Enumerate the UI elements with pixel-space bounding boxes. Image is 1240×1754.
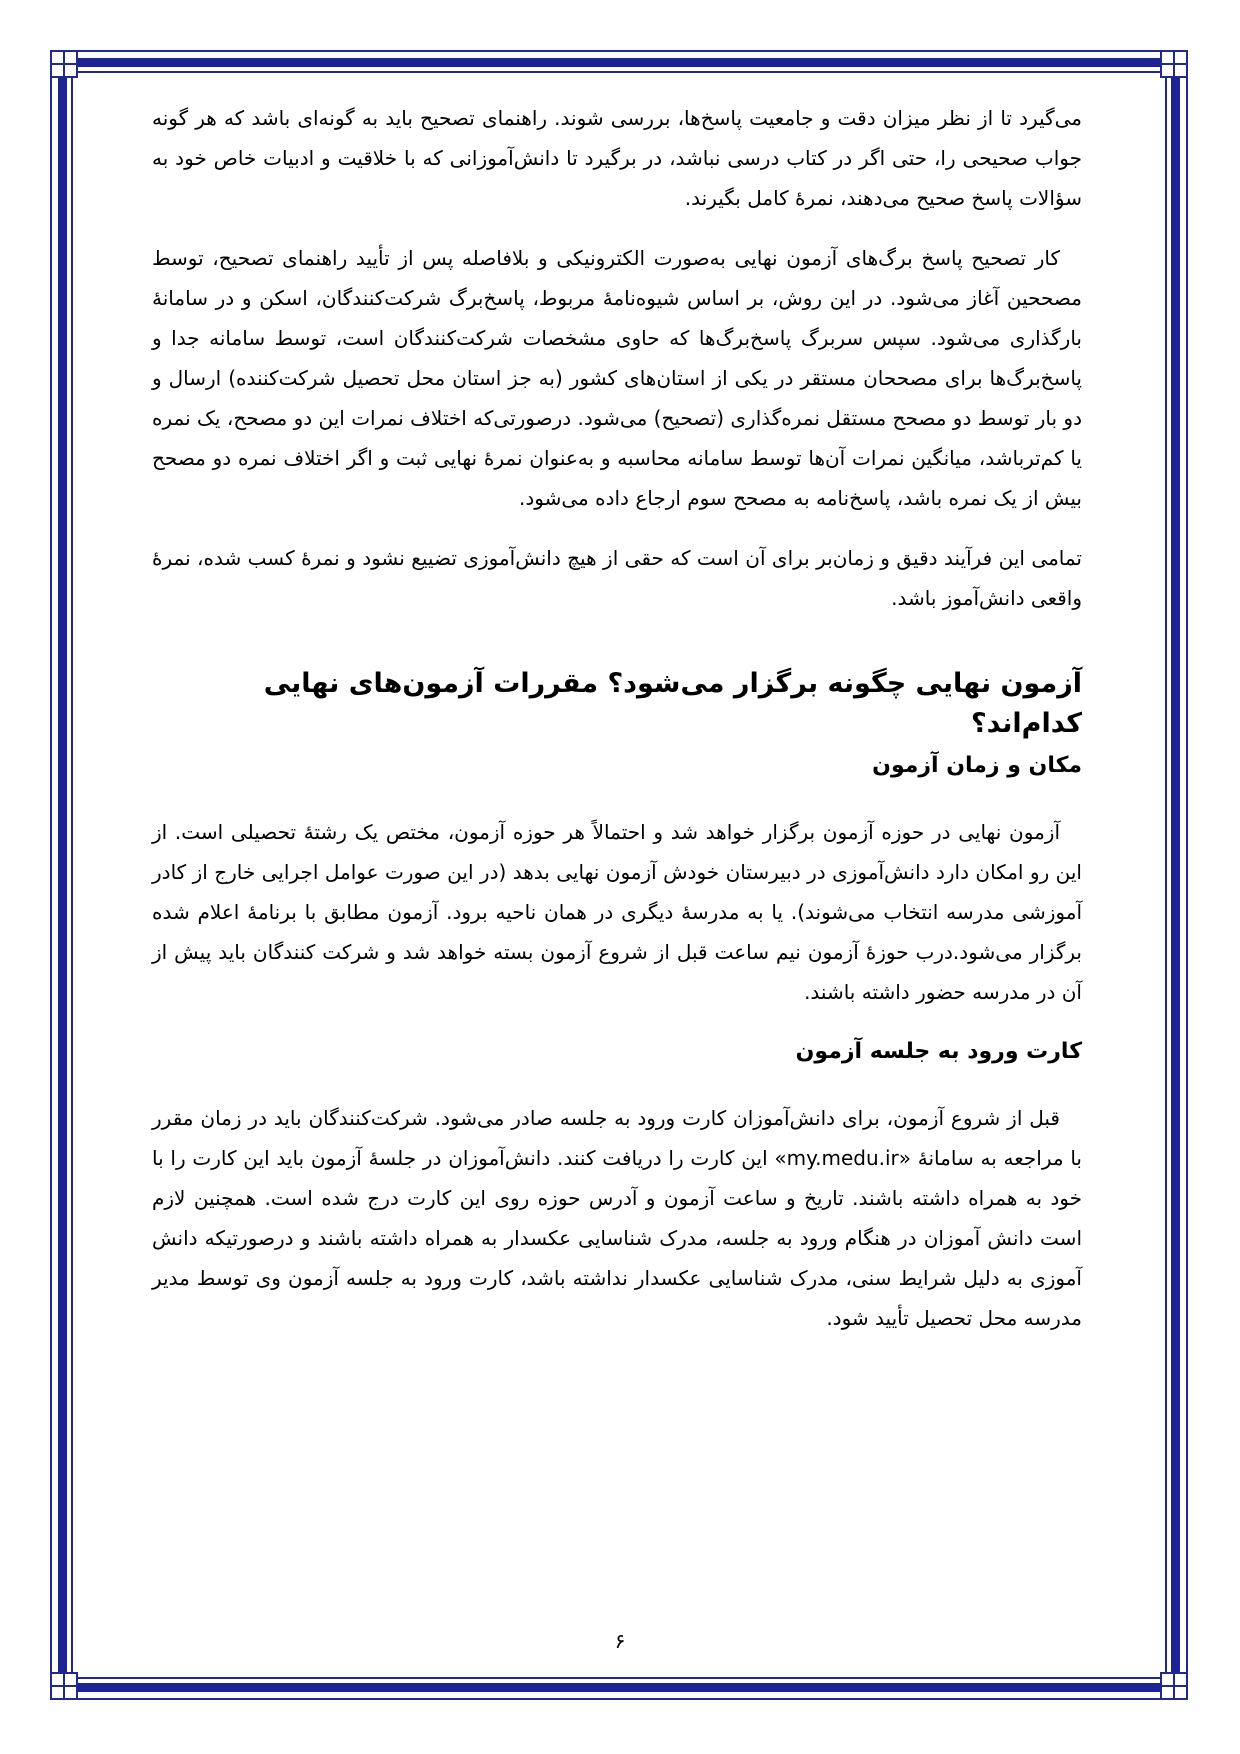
- paragraph-grading-guide: می‌گیرد تا از نظر میزان دقت و جامعیت پاسخ‌ها، بررسی شوند. راهنمای تصحیح باید به گونه‌ای باشد که هر گونه جواب صحیحی را، حتی اگر در کتاب درسی نباشد، در برگیرد تا دانش‌آموزانی که با خلاقیت و ادبیات خاص خود به سؤالات پاسخ صحیح می‌دهند، نمرهٔ کامل بگیرند.: [152, 106, 1082, 210]
- frame-corner-ornament: [1160, 1672, 1188, 1700]
- page-content: [152, 98, 1082, 1358]
- subheading-place-time: مکان و زمان آزمون: [872, 753, 1082, 778]
- section-heading-exam-rules: آزمون نهایی چگونه برگزار می‌شود؟ مقررات آزمون‌های نهایی کدام‌اند؟: [263, 668, 1082, 739]
- page-number: ۶: [614, 1629, 626, 1653]
- paragraph-entry-card: قبل از شروع آزمون، برای دانش‌آموزان کارت ورود به جلسه صادر می‌شود. شرکت‌کنندگان باید در زمان مقرر با مراجعه به سامانهٔ «my.medu.ir» این کارت را دریافت کنند. دانش‌آموزان در جلسهٔ آزمون باید این کارت را با خود به همراه داشته باشند. تاریخ و ساعت آزمون و آدرس حوزه روی این کارت درج شده است. همچنین لازم است دانش آموزان در هنگام ورود به جلسه، مدرک شناسایی عکسدار به همراه داشته باشند و درصورتیکه دانش آموزی به دلیل شرایط سنی، مدرک شناسایی عکسدار نداشته باشد، کارت ورود به جلسه آزمون وی توسط مدیر مدرسه محل تحصیل تأیید شود.: [152, 1106, 1082, 1330]
- paragraph-process-fairness: تمامی این فرآیند دقیق و زمان‌بر برای آن است که حقی از هیچ دانش‌آموزی تضییع نشود و نمرهٔ کسب شده، نمرهٔ واقعی دانش‌آموز باشد.: [152, 546, 1082, 610]
- frame-corner-ornament: [1160, 50, 1188, 78]
- frame-corner-ornament: [50, 50, 78, 78]
- frame-corner-ornament: [50, 1672, 78, 1700]
- paragraph-electronic-grading: کار تصحیح پاسخ برگ‌های آزمون نهایی به‌صورت الکترونیکی و بلافاصله پس از تأیید راهنمای تصحیح، توسط مصححین آغاز می‌شود. در این روش، بر اساس شیوه‌نامهٔ مربوط، پاسخ‌برگ شرکت‌کنندگان، اسکن و در سامانهٔ بارگذاری می‌شود. سپس سربرگ پاسخ‌برگ‌ها که حاوی مشخصات شرکت‌کنندگان است، توسط سامانه جدا و پاسخ‌برگ‌ها برای مصححان مستقر در یکی از استان‌های کشور (به جز استان محل تحصیل شرکت‌کننده) ارسال و دو بار توسط دو مصحح مستقل نمره‌گذاری (تصحیح) می‌شود. درصورتی‌که اختلاف نمرات این دو مصحح، یک نمره یا کم‌ترباشد، میانگین نمرات آن‌ها توسط سامانه محاسبه و به‌عنوان نمرهٔ نهایی ثبت و اگر اختلاف نمره دو مصحح بیش از یک نمره باشد، پاسخ‌نامه به مصحح سوم ارجاع داده می‌شود.: [152, 246, 1082, 510]
- paragraph-place-time: آزمون نهایی در حوزه آزمون برگزار خواهد شد و احتمالاً هر حوزه آزمون، مختص یک رشتهٔ تحصیلی است. از این رو امکان دارد دانش‌آموزی در دبیرستان خودش آزمون نهایی بدهد (در این صورت عوامل اجرایی خارج از کادر آموزشی مدرسه انتخاب می‌شوند). یا به مدرسهٔ دیگری در همان ناحیه برود. آزمون مطابق با برنامهٔ اعلام شده برگزار می‌شود.درب حوزهٔ آزمون نیم ساعت قبل از شروع آزمون بسته خواهد شد و شرکت کنندگان باید پیش از آن در مدرسه حضور داشته باشند.: [152, 820, 1082, 1004]
- subheading-entry-card: کارت ورود به جلسه آزمون: [795, 1039, 1082, 1064]
